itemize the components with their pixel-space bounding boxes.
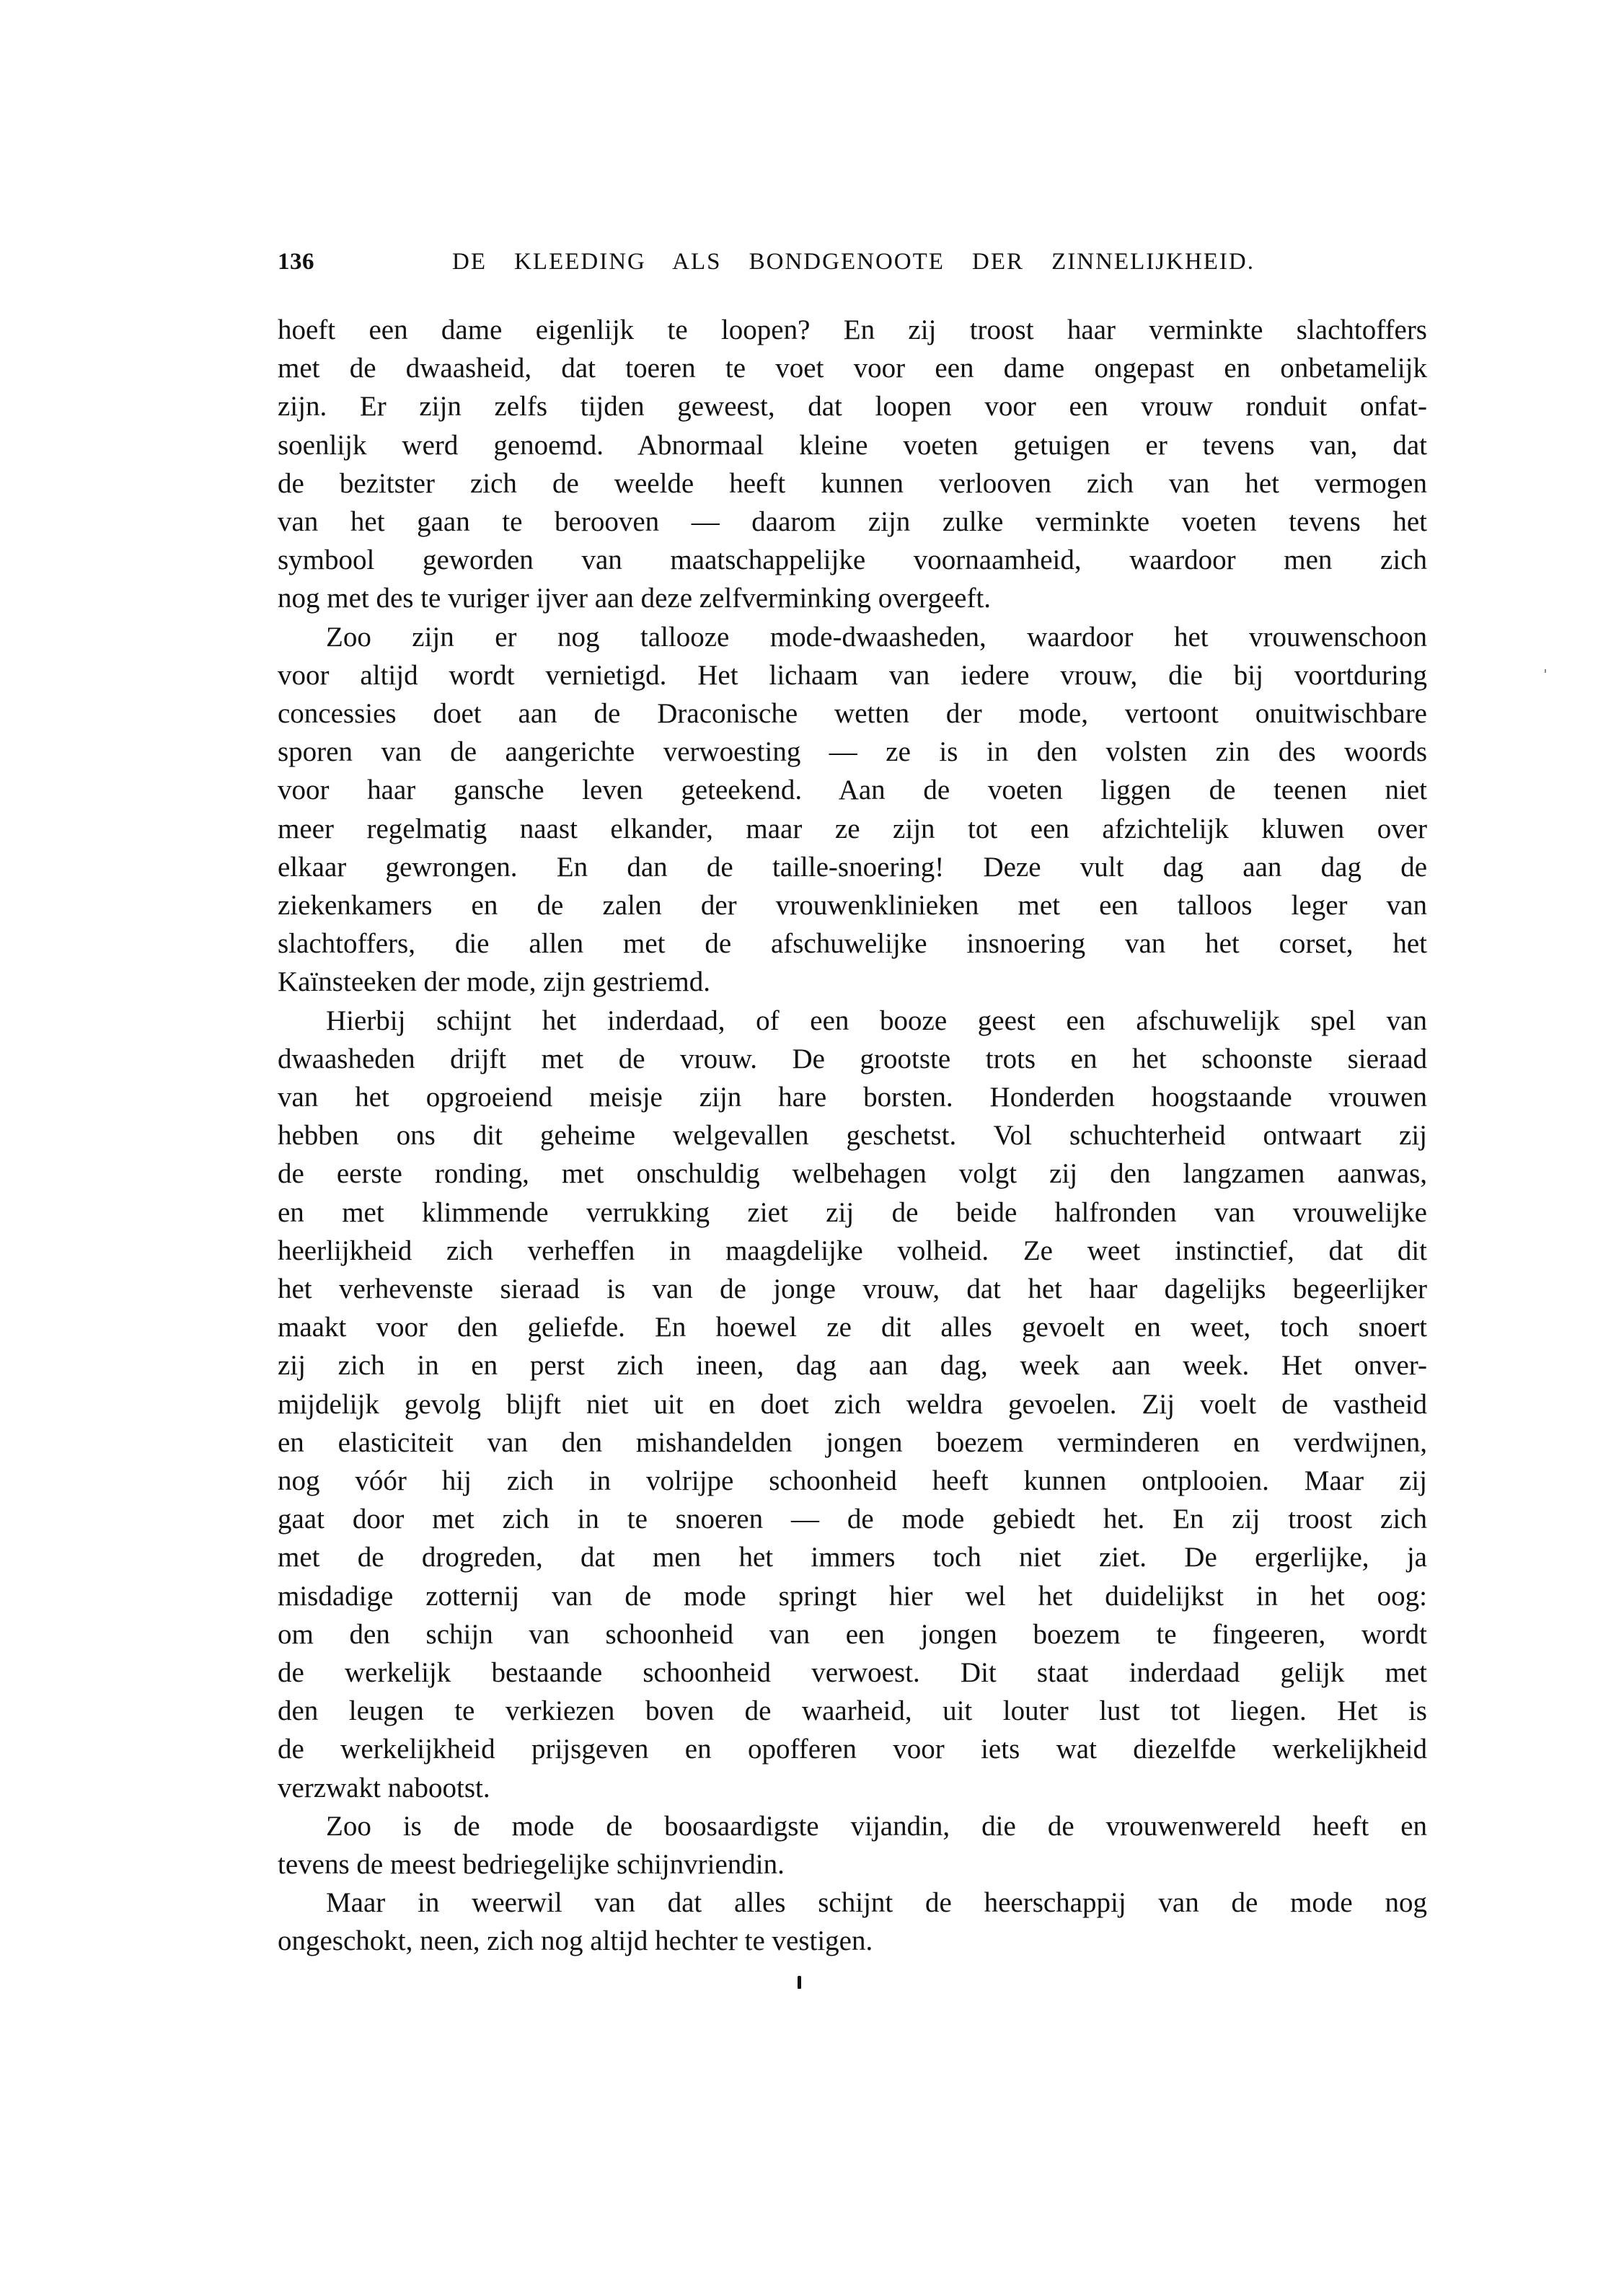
text-line: concessies doet aan de Draconische wetten der mode, vertoont onuitwischbare	[278, 698, 1427, 729]
text-line: van het opgroeiend meisje zijn hare borsten. Honderden hoogstaande vrouwen	[278, 1082, 1427, 1113]
text-line: heerlijkheid zich verheffen in maagdelijke volheid. Ze weet instinctief, dat dit	[278, 1235, 1427, 1266]
text-line: gaat door met zich in te snoeren — de mode gebiedt het. En zij troost zich	[278, 1504, 1427, 1535]
text-line: maakt voor den geliefde. En hoewel ze dit alles gevoelt en weet, toch snoert	[278, 1312, 1427, 1343]
text-line: voor altijd wordt vernietigd. Het lichaam van iedere vrouw, die bij voortduring	[278, 659, 1427, 691]
text-line: tevens de meest bedriegelijke schijnvriendin.	[278, 1849, 785, 1880]
text-line: sporen van de aangerichte verwoesting — ze is in den volsten zin des woords	[278, 736, 1427, 768]
text-line: ongeschokt, neen, zich nog altijd hechter te vestigen.	[278, 1925, 873, 1957]
text-line: elkaar gewrongen. En dan de taille-snoering! Deze vult dag aan dag de	[278, 851, 1427, 883]
text-line: de werkelijk bestaande schoonheid verwoest. Dit staat inderdaad gelijk met	[278, 1657, 1427, 1688]
text-line: hebben ons dit geheime welgevallen geschetst. Vol schuchterheid ontwaart zij	[278, 1120, 1427, 1152]
text-line: en met klimmende verrukking ziet zij de beide halfronden van vrouwelijke	[278, 1196, 1427, 1228]
text-line: voor haar gansche leven geteekend. Aan de voeten liggen de teenen niet	[278, 774, 1427, 806]
scan-speck	[1545, 669, 1546, 673]
text-line: nog met des te vuriger ijver aan deze zelfverminking overgeeft.	[278, 583, 992, 614]
text-line: soenlijk werd genoemd. Abnormaal kleine voeten getuigen er tevens van, dat	[278, 429, 1427, 461]
text-line: hoeft een dame eigenlijk te loopen? En zij troost haar verminkte slachtoffers	[278, 314, 1427, 345]
text-line: symbool geworden van maatschappelijke voornaamheid, waardoor men zich	[278, 544, 1427, 576]
text-line: met de drogreden, dat men het immers toch niet ziet. De ergerlijke, ja	[278, 1542, 1427, 1573]
text-line: nog vóór hij zich in volrijpe schoonheid heeft kunnen ontplooien. Maar zij	[278, 1465, 1427, 1496]
running-title: DE KLEEDING ALS BONDGENOOTE DER ZINNELIJKHEID.	[452, 249, 1255, 275]
text-line: Kaïnsteeken der mode, zijn gestriemd.	[278, 966, 710, 998]
text-line: de eerste ronding, met onschuldig welbehagen volgt zij den langzamen aanwas,	[278, 1158, 1427, 1190]
text-line: de bezitster zich de weelde heeft kunnen verlooven zich van het vermogen	[278, 467, 1427, 499]
text-line: de werkelijkheid prijsgeven en opofferen voor iets wat diezelfde werkelijkheid	[278, 1734, 1427, 1765]
text-line: slachtoffers, die allen met de afschuwelijke insnoering van het corset, het	[278, 928, 1427, 960]
text-line: ziekenkamers en de zalen der vrouwenklinieken met een talloos leger van	[278, 890, 1427, 921]
text-line: Hierbij schijnt het inderdaad, of een booze geest een afschuwelijk spel van	[326, 1004, 1427, 1036]
text-line: van het gaan te berooven — daarom zijn zulke verminkte voeten tevens het	[278, 506, 1427, 537]
text-line: met de dwaasheid, dat toeren te voet voor een dame ongepast en onbetamelijk	[278, 353, 1427, 384]
text-line: Maar in weerwil van dat alles schijnt de heerschappij van de mode nog	[326, 1887, 1427, 1919]
text-line: meer regelmatig naast elkander, maar ze zijn tot een afzichtelijk kluwen over	[278, 813, 1427, 844]
text-line: om den schijn van schoonheid van een jongen boezem te fingeeren, wordt	[278, 1618, 1427, 1650]
page-number: 136	[278, 249, 314, 275]
text-line: misdadige zotternij van de mode springt hier wel het duidelijkst in het oog:	[278, 1580, 1427, 1612]
text-line: het verhevenste sieraad is van de jonge vrouw, dat het haar dagelijks begeerlijker	[278, 1273, 1427, 1304]
text-line: en elasticiteit van den mishandelden jongen boezem verminderen en verdwijnen,	[278, 1426, 1427, 1458]
text-line: Zoo is de mode de boosaardigste vijandin, die de vrouwenwereld heeft en	[326, 1810, 1427, 1842]
text-line: Zoo zijn er nog tallooze mode-dwaasheden, waardoor het vrouwenschoon	[326, 621, 1427, 653]
text-line: zijn. Er zijn zelfs tijden geweest, dat loopen voor een vrouw ronduit onfat-	[278, 391, 1427, 423]
running-head	[278, 247, 1427, 276]
text-line: dwaasheden drijft met de vrouw. De grootste trots en het schoonste sieraad	[278, 1043, 1427, 1074]
text-line: verzwakt nabootst.	[278, 1772, 490, 1803]
stray-ink-mark	[798, 1976, 801, 1989]
text-line: mijdelijk gevolg blijft niet uit en doet zich weldra gevoelen. Zij voelt de vastheid	[278, 1388, 1427, 1420]
text-line: zij zich in en perst zich ineen, dag aan dag, week aan week. Het onver-	[278, 1350, 1427, 1382]
text-line: den leugen te verkiezen boven de waarheid, uit louter lust tot liegen. Het is	[278, 1695, 1427, 1727]
